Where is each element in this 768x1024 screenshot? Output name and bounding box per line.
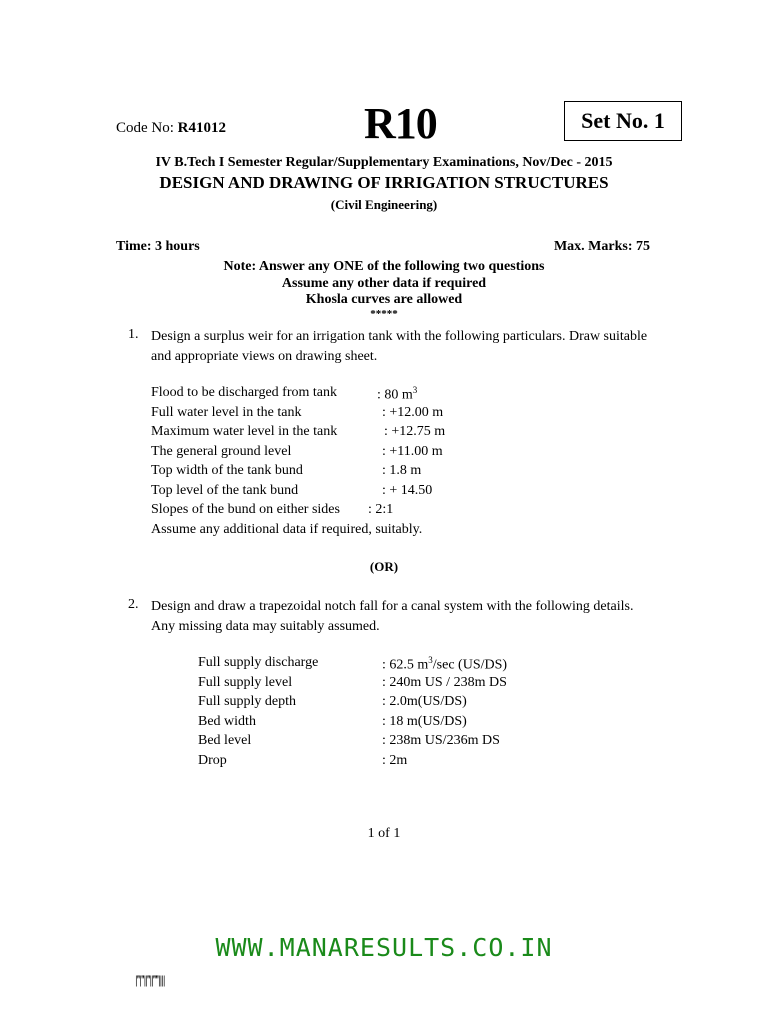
question-text: Design and draw a trapezoidal notch fall for a canal system with the following details. Any missing data may suitably assumed. xyxy=(151,599,634,634)
param-label: Flood to be discharged from tank xyxy=(151,385,337,400)
param-label: Full supply level xyxy=(198,674,293,690)
param-label: Slopes of the bund on either sides xyxy=(151,502,340,517)
note-line: Note: Answer any ONE of the following two questions xyxy=(223,259,545,274)
question-footer: Assume any additional data if required, suitably. xyxy=(151,521,423,537)
param-value: : 1.8 m xyxy=(382,463,422,478)
regulation-label: R10 xyxy=(364,99,437,148)
subject-title: DESIGN AND DRAWING OF IRRIGATION STRUCTURES xyxy=(159,173,609,192)
param-label: Bed level xyxy=(198,733,252,748)
question-1-params xyxy=(151,385,551,545)
param-label: Full supply discharge xyxy=(198,655,319,670)
exam-time: Time: 3 hours xyxy=(116,239,200,254)
param-label: Full water level in the tank xyxy=(151,404,302,420)
param-label: Bed width xyxy=(198,713,256,729)
param-label: The general ground level xyxy=(151,443,292,459)
set-number-box xyxy=(564,101,682,141)
set-number: Set No. 1 xyxy=(581,108,665,133)
barcode-text: |''|''||''||''''|||| xyxy=(135,972,165,987)
question-number: 1. xyxy=(128,327,139,342)
website-watermark: WWW.MANARESULTS.CO.IN xyxy=(215,933,553,962)
code-value: R41012 xyxy=(177,120,227,136)
param-value: : 2:1 xyxy=(368,502,394,517)
exam-title: IV B.Tech I Semester Regular/Supplementary Examinations, Nov/Dec - 2015 xyxy=(155,155,613,170)
note-line: Assume any other data if required xyxy=(281,275,487,291)
instructions xyxy=(0,259,768,319)
param-value: : 2.0m(US/DS) xyxy=(382,694,467,709)
param-value: : 238m US/236m DS xyxy=(382,733,500,748)
page-number: 1 of 1 xyxy=(367,826,401,841)
param-value: : 80 $m^3$ xyxy=(377,385,418,403)
code-label: Code No: xyxy=(116,120,174,136)
param-label: Drop xyxy=(198,752,227,768)
param-value: : +11.00 m xyxy=(382,443,443,459)
param-value: : 62.5 $m^3/\sec$ (US/DS) xyxy=(382,655,508,673)
param-label: Maximum water level in the tank xyxy=(151,424,338,439)
param-value: : 2m xyxy=(382,752,408,768)
note-line: Khosla curves are allowed xyxy=(305,292,463,307)
code-number xyxy=(116,120,226,137)
or-separator: (OR) xyxy=(369,559,399,574)
branch: (Civil Engineering) xyxy=(330,197,438,212)
separator-stars: ***** xyxy=(370,307,398,320)
question-2-params xyxy=(198,655,558,775)
max-marks: Max. Marks: 75 xyxy=(553,239,650,254)
param-label: Top level of the tank bund xyxy=(151,482,299,498)
param-label: Full supply depth xyxy=(198,694,297,709)
param-value: : + 14.50 xyxy=(382,482,433,498)
param-label: Top width of the tank bund xyxy=(151,463,303,478)
question-text: Design a surplus weir for an irrigation tank with the following particulars. Draw suitable and appropriate views on drawing sheet. xyxy=(151,329,648,364)
param-value: : 18 m(US/DS) xyxy=(382,713,467,729)
param-value: : 240m US / 238m DS xyxy=(382,674,507,690)
param-value: : +12.00 m xyxy=(382,404,444,420)
param-value: : +12.75 m xyxy=(384,424,446,439)
question-number: 2. xyxy=(128,597,139,612)
